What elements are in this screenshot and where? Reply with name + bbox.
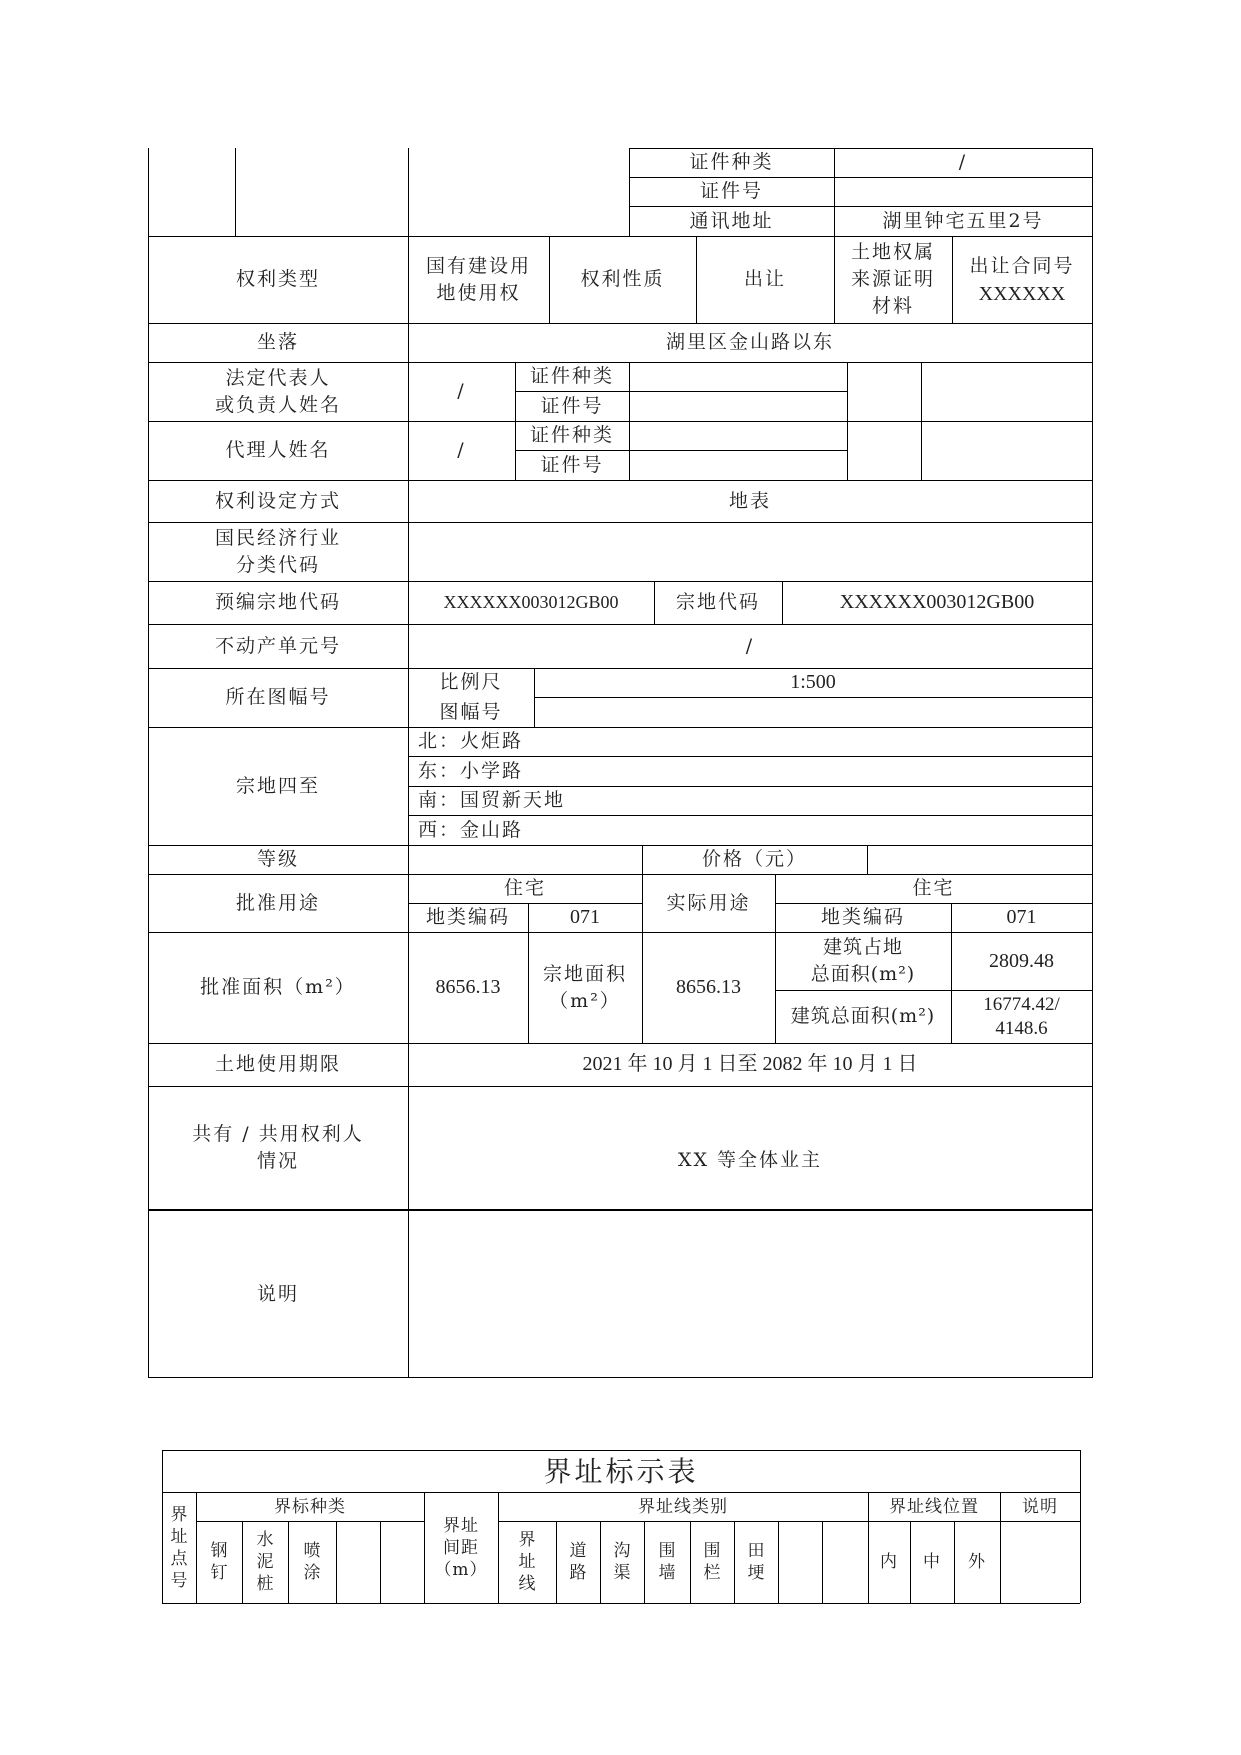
- total-floor-area-label: 建筑总面积(m²): [790, 1005, 936, 1027]
- remark-value: [408, 1211, 1092, 1377]
- legal-rep-id-no-label: 证件号: [540, 394, 604, 417]
- setup-method-value: 地表: [728, 489, 771, 512]
- rights-nature-label: 权利性质: [580, 268, 665, 290]
- actual-use-value: 住宅: [912, 877, 955, 899]
- boundary-west: 西：金山路: [418, 818, 524, 841]
- unit-no-label: 不动产单元号: [214, 634, 341, 657]
- total-floor-area-value: 16774.42/ 4148.6: [983, 993, 1060, 1039]
- grade-value: [408, 845, 642, 874]
- line-type-fence: 围 栏: [703, 1541, 721, 1583]
- boundary-east: 东：小学路: [418, 759, 524, 782]
- point-no-header: 界 址 点 号: [170, 1504, 188, 1591]
- boundary-south: 南：国贸新天地: [418, 789, 566, 811]
- legal-rep-label: 法定代表人 或负责人姓名: [214, 366, 341, 416]
- agent-label: 代理人姓名: [225, 439, 331, 461]
- rights-type-label: 权利类型: [235, 268, 320, 290]
- line-type-blank-2: [822, 1521, 868, 1603]
- position-inner: 内: [880, 1552, 898, 1572]
- line-type-road: 道 路: [569, 1541, 587, 1583]
- actual-code-value: 071: [1006, 906, 1037, 928]
- sheet-value: [534, 697, 1092, 727]
- approved-area-value: 8656.13: [435, 976, 501, 998]
- parcel-area-value: 8656.13: [676, 976, 741, 998]
- holder-id-type-label: 证件种类: [689, 151, 774, 173]
- parcel-code-value: XXXXXX003012GB00: [839, 591, 1035, 613]
- price-value: [867, 845, 1092, 874]
- approved-use-label: 批准用途: [235, 891, 320, 914]
- position-header: 界址线位置: [889, 1496, 979, 1517]
- agent-value: /: [457, 439, 466, 461]
- note-header: 说明: [1022, 1496, 1058, 1517]
- sheet-label: 图幅号: [439, 700, 503, 723]
- marker-steel-nail: 钢 钉: [210, 1541, 228, 1583]
- marker-type-header: 界标种类: [274, 1496, 346, 1517]
- legal-rep-value: /: [457, 380, 466, 402]
- pre-parcel-code-label: 预编宗地代码: [214, 591, 341, 613]
- scale-label: 比例尺: [439, 671, 503, 693]
- term-value: 2021 年 10 月 1 日至 2082 年 10 月 1 日: [582, 1053, 918, 1075]
- line-type-header: 界址线类别: [638, 1496, 728, 1517]
- industry-code-value: [408, 522, 1092, 581]
- scale-value: 1:500: [790, 671, 836, 693]
- holder-address-value: 湖里钟宅五里2号: [882, 209, 1044, 232]
- position-outer: 外: [968, 1552, 986, 1572]
- rights-source-value: 出让合同号: [969, 254, 1075, 277]
- co-owner-value: XX 等全体业主: [677, 1148, 823, 1171]
- rights-type-value: 国有建设用 地使用权: [425, 254, 531, 304]
- line-type-ditch: 沟 渠: [613, 1541, 631, 1583]
- parcel-code-label: 宗地代码: [675, 591, 760, 613]
- pre-parcel-code-value: XXXXXX003012GB00: [443, 592, 619, 612]
- unit-no-value: /: [745, 634, 755, 657]
- co-owner-label: 共有 / 共用权利人 情况: [192, 1122, 364, 1172]
- agent-id-no-label: 证件号: [540, 453, 604, 476]
- approved-area-label: 批准面积（m²）: [200, 976, 356, 998]
- line-header: 界 址 线: [518, 1530, 536, 1594]
- actual-code-label: 地类编码: [820, 906, 905, 928]
- boundary-table-title: 界址标示表: [543, 1454, 699, 1488]
- position-middle: 中: [923, 1552, 941, 1572]
- contract-number: XXXXXX: [978, 282, 1066, 305]
- line-type-wall: 围 墙: [658, 1541, 676, 1583]
- marker-blank-1: [336, 1521, 380, 1603]
- marker-spray-paint: 喷 涂: [303, 1541, 321, 1583]
- setup-method-label: 权利设定方式: [214, 489, 341, 512]
- marker-blank-2: [380, 1521, 424, 1603]
- line-type-blank-1: [778, 1521, 822, 1603]
- actual-use-label: 实际用途: [666, 891, 751, 914]
- price-label: 价格（元）: [701, 848, 807, 870]
- footprint-area-label: 建筑占地 总面积(m²): [810, 936, 916, 985]
- parcel-area-label: 宗地面积 （m²）: [542, 962, 627, 1012]
- location-label: 坐落: [256, 331, 299, 353]
- holder-id-no-label: 证件号: [699, 180, 763, 202]
- footprint-area-value: 2809.48: [989, 949, 1054, 972]
- term-label: 土地使用期限: [214, 1053, 341, 1075]
- boundaries-label: 宗地四至: [235, 774, 320, 797]
- legal-rep-id-type-label: 证件种类: [529, 365, 614, 387]
- remark-label: 说明: [256, 1282, 299, 1305]
- location-value: 湖里区金山路以东: [665, 331, 834, 353]
- approved-use-value: 住宅: [503, 877, 546, 899]
- grade-label: 等级: [256, 848, 299, 870]
- boundary-north: 北：火炬路: [418, 730, 524, 752]
- industry-code-label: 国民经济行业 分类代码: [214, 526, 341, 576]
- agent-id-type-label: 证件种类: [529, 424, 614, 446]
- rights-nature-value: 出让: [743, 268, 786, 290]
- approved-code-value: 071: [570, 906, 600, 928]
- line-type-ridge: 田 埂: [747, 1541, 765, 1583]
- holder-id-type-value: /: [958, 151, 968, 173]
- approved-code-label: 地类编码: [425, 906, 510, 928]
- marker-concrete-pile: 水 泥 桩: [256, 1530, 274, 1594]
- rights-source-label: 土地权属 来源证明 材料: [850, 241, 935, 317]
- map-sheet-label: 所在图幅号: [225, 686, 331, 708]
- distance-header: 界址 间距 （m）: [434, 1515, 488, 1580]
- holder-address-label: 通讯地址: [689, 209, 774, 232]
